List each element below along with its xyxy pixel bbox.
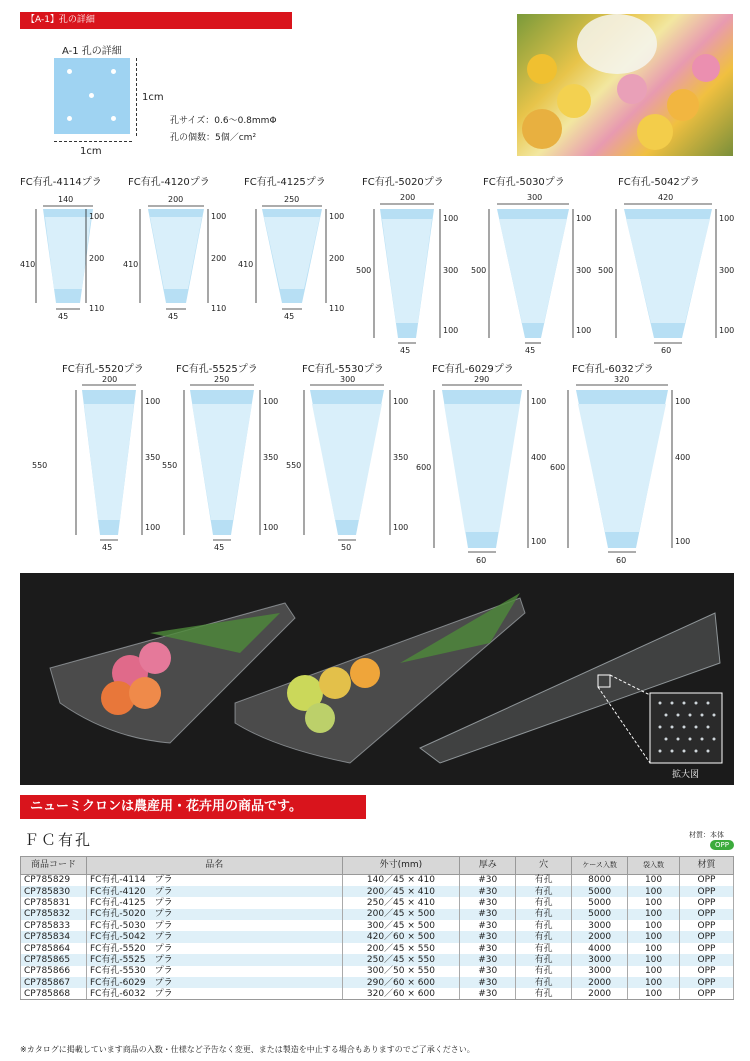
- cell-code: CP785832: [21, 909, 87, 920]
- cell-code: CP785829: [21, 875, 87, 886]
- hole-count-text: 孔の個数：5個／cm²: [170, 133, 257, 143]
- bag-seg-top: 100: [393, 397, 409, 406]
- hole-detail-title: A-1 孔の詳細: [62, 46, 122, 57]
- col-header-case-qty: ケース入数: [572, 857, 628, 875]
- cell-name: FC有孔-6029 プラ: [86, 977, 342, 988]
- bag-height: 410: [123, 260, 139, 269]
- cell-size: 420／60 × 500: [342, 931, 460, 942]
- bag-top-width: 300: [340, 375, 356, 384]
- cell-name: FC有孔-4125 プラ: [86, 897, 342, 908]
- bag-bottom-width: 60: [661, 346, 672, 355]
- cell-hole: 有孔: [516, 897, 572, 908]
- bag-name: FC有孔-5030プラ: [483, 177, 565, 188]
- bag-diagram-5042: [598, 173, 738, 358]
- cell-hole: 有孔: [516, 931, 572, 942]
- table-row: [21, 886, 734, 897]
- cell-case-qty: 4000: [572, 943, 628, 954]
- cell-hole: 有孔: [516, 875, 572, 886]
- flower-photo: [517, 14, 733, 156]
- bag-height: 600: [416, 463, 432, 472]
- section-header-bar: 【A-1】孔の詳細: [20, 12, 292, 29]
- cell-bag-qty: 100: [628, 931, 680, 942]
- bag-bottom-width: 45: [58, 312, 69, 321]
- cell-size: 300／50 × 550: [342, 966, 460, 977]
- bag-diagram-4120: [123, 173, 228, 333]
- hole-size-text: 孔サイズ：0.6〜0.8mmΦ: [170, 116, 277, 126]
- cell-size: 300／45 × 500: [342, 920, 460, 931]
- bag-height: 550: [286, 461, 302, 470]
- bag-height: 500: [598, 266, 614, 275]
- bag-diagram-4114: [20, 173, 120, 333]
- cell-material: OPP: [680, 977, 734, 988]
- cell-thickness: #30: [460, 886, 516, 897]
- bag-top-width: 200: [400, 193, 416, 202]
- bag-top-width: 290: [474, 375, 490, 384]
- cell-case-qty: 8000: [572, 875, 628, 886]
- bag-seg-middle: 300: [576, 266, 592, 275]
- bag-seg-top: 100: [443, 214, 459, 223]
- table-row: [21, 943, 734, 954]
- cell-name: FC有孔-5520 プラ: [86, 943, 342, 954]
- cell-material: OPP: [680, 954, 734, 965]
- bag-bottom-width: 45: [400, 346, 411, 355]
- table-row: [21, 966, 734, 977]
- cell-code: CP785830: [21, 886, 87, 897]
- cell-material: OPP: [680, 875, 734, 886]
- table-row: [21, 988, 734, 999]
- bag-seg-bottom: 100: [576, 326, 592, 335]
- cell-material: OPP: [680, 886, 734, 897]
- cell-code: CP785866: [21, 966, 87, 977]
- cell-bag-qty: 100: [628, 943, 680, 954]
- col-header-thickness: 厚み: [460, 857, 516, 875]
- bag-top-width: 200: [102, 375, 118, 384]
- cell-thickness: #30: [460, 920, 516, 931]
- material-badge: OPP: [710, 840, 734, 850]
- bag-bottom-width: 60: [616, 556, 627, 565]
- cell-thickness: #30: [460, 909, 516, 920]
- bag-name: FC有孔-5525プラ: [176, 364, 258, 375]
- bag-height: 550: [162, 461, 178, 470]
- bag-seg-bottom: 100: [719, 326, 735, 335]
- cell-thickness: #30: [460, 875, 516, 886]
- cell-hole: 有孔: [516, 966, 572, 977]
- cell-material: OPP: [680, 988, 734, 999]
- cell-thickness: #30: [460, 943, 516, 954]
- bag-top-width: 300: [527, 193, 543, 202]
- cell-size: 200／45 × 550: [342, 943, 460, 954]
- cell-size: 140／45 × 410: [342, 875, 460, 886]
- cell-material: OPP: [680, 897, 734, 908]
- bag-name: FC有孔-5042プラ: [618, 177, 700, 188]
- bag-seg-bottom: 110: [211, 304, 227, 313]
- table-row: [21, 875, 734, 886]
- usage-banner: ニューミクロンは農産用・花卉用の商品です。: [20, 795, 366, 819]
- cell-size: 200／45 × 500: [342, 909, 460, 920]
- bag-diagram-5525: [162, 360, 286, 560]
- bag-top-width: 250: [284, 195, 300, 204]
- bag-seg-bottom: 110: [329, 304, 345, 313]
- bag-diagram-6032: [550, 360, 702, 570]
- table-row: [21, 977, 734, 988]
- cell-hole: 有孔: [516, 909, 572, 920]
- cell-hole: 有孔: [516, 886, 572, 897]
- table-row: [21, 897, 734, 908]
- cell-material: OPP: [680, 909, 734, 920]
- bag-bottom-width: 50: [341, 543, 352, 552]
- cell-bag-qty: 100: [628, 988, 680, 999]
- bag-bottom-width: 45: [214, 543, 225, 552]
- cell-case-qty: 3000: [572, 966, 628, 977]
- bag-seg-top: 100: [145, 397, 161, 406]
- bag-name: FC有孔-5020プラ: [362, 177, 444, 188]
- bag-name: FC有孔-5530プラ: [302, 364, 384, 375]
- bag-height: 500: [356, 266, 372, 275]
- bag-seg-bottom: 100: [443, 326, 459, 335]
- bag-diagram-5520: [32, 360, 172, 560]
- bag-seg-top: 100: [329, 212, 345, 221]
- bag-seg-middle: 350: [145, 453, 161, 462]
- table-header-row: [21, 857, 734, 875]
- bag-bottom-width: 45: [102, 543, 113, 552]
- col-header-material: 材質: [680, 857, 734, 875]
- cell-name: FC有孔-5020 プラ: [86, 909, 342, 920]
- cell-bag-qty: 100: [628, 875, 680, 886]
- cell-name: FC有孔-5525 プラ: [86, 954, 342, 965]
- cell-material: OPP: [680, 931, 734, 942]
- bag-seg-middle: 300: [719, 266, 735, 275]
- hole-dot: [67, 116, 72, 121]
- bag-top-width: 320: [614, 375, 630, 384]
- bag-bottom-width: 60: [476, 556, 487, 565]
- bag-seg-middle: 200: [211, 254, 227, 263]
- hole-side-label: 1cm: [142, 92, 164, 103]
- cell-name: FC有孔-5042 プラ: [86, 931, 342, 942]
- cell-size: 200／45 × 410: [342, 886, 460, 897]
- cell-code: CP785864: [21, 943, 87, 954]
- bag-diagram-4125: [238, 173, 354, 333]
- table-row: [21, 954, 734, 965]
- material-note: 材質：本体: [689, 831, 724, 839]
- bag-top-width: 250: [214, 375, 230, 384]
- cell-bag-qty: 100: [628, 897, 680, 908]
- cell-name: FC有孔-4120 プラ: [86, 886, 342, 897]
- cell-bag-qty: 100: [628, 977, 680, 988]
- cell-code: CP785833: [21, 920, 87, 931]
- bag-seg-top: 100: [719, 214, 735, 223]
- bag-bottom-width: 45: [525, 346, 536, 355]
- bag-seg-bottom: 100: [531, 537, 547, 546]
- cell-case-qty: 2000: [572, 977, 628, 988]
- bag-name: FC有孔-5520プラ: [62, 364, 144, 375]
- cell-case-qty: 5000: [572, 909, 628, 920]
- cell-name: FC有孔-4114 プラ: [86, 875, 342, 886]
- cell-code: CP785868: [21, 988, 87, 999]
- bag-seg-top: 100: [576, 214, 592, 223]
- cell-case-qty: 5000: [572, 886, 628, 897]
- cell-thickness: #30: [460, 988, 516, 999]
- cell-hole: 有孔: [516, 943, 572, 954]
- bag-seg-bottom: 110: [89, 304, 105, 313]
- cell-name: FC有孔-5030 プラ: [86, 920, 342, 931]
- bag-seg-middle: 350: [393, 453, 409, 462]
- bag-top-width: 420: [658, 193, 674, 202]
- col-header-bag-qty: 袋入数: [628, 857, 680, 875]
- bag-height: 500: [471, 266, 487, 275]
- table-row: [21, 909, 734, 920]
- cell-bag-qty: 100: [628, 909, 680, 920]
- cell-code: CP785865: [21, 954, 87, 965]
- bag-seg-bottom: 100: [145, 523, 161, 532]
- footnote: ※カタログに掲載しています商品の入数・仕様など予告なく変更、または製造を中止する場合もありますのでご了承ください。: [20, 1045, 475, 1054]
- cell-case-qty: 3000: [572, 920, 628, 931]
- bag-name: FC有孔-4120プラ: [128, 177, 210, 188]
- bag-diagram-5530: [286, 360, 422, 560]
- bag-seg-top: 100: [675, 397, 691, 406]
- table-row: [21, 931, 734, 942]
- cell-size: 250／45 × 550: [342, 954, 460, 965]
- hole-detail-square: [54, 58, 130, 134]
- cell-code: CP785831: [21, 897, 87, 908]
- cell-bag-qty: 100: [628, 920, 680, 931]
- bag-seg-top: 100: [263, 397, 279, 406]
- cell-hole: 有孔: [516, 920, 572, 931]
- hole-dot: [67, 69, 72, 74]
- cell-thickness: #30: [460, 931, 516, 942]
- product-spec-table: [20, 856, 734, 1000]
- bag-seg-middle: 200: [329, 254, 345, 263]
- bag-diagram-5020: [356, 173, 472, 358]
- col-header-code: 商品コード: [21, 857, 87, 875]
- cell-thickness: #30: [460, 954, 516, 965]
- cell-hole: 有孔: [516, 954, 572, 965]
- bag-height: 550: [32, 461, 48, 470]
- bag-seg-top: 100: [89, 212, 105, 221]
- bag-top-width: 140: [58, 195, 74, 204]
- col-header-name: 品名: [86, 857, 342, 875]
- bag-seg-top: 100: [211, 212, 227, 221]
- cell-hole: 有孔: [516, 988, 572, 999]
- bag-seg-bottom: 100: [675, 537, 691, 546]
- bag-bottom-width: 45: [168, 312, 179, 321]
- bag-diagram-5030: [471, 173, 603, 358]
- cell-thickness: #30: [460, 966, 516, 977]
- cell-thickness: #30: [460, 977, 516, 988]
- bag-height: 410: [20, 260, 36, 269]
- col-header-size: 外寸(mm): [342, 857, 460, 875]
- hole-bottom-label: 1cm: [80, 146, 102, 157]
- bag-seg-top: 100: [531, 397, 547, 406]
- hole-width-dimension: [54, 141, 132, 142]
- bag-diagram-6029: [416, 360, 557, 570]
- bag-seg-middle: 350: [263, 453, 279, 462]
- bag-seg-middle: 300: [443, 266, 459, 275]
- cell-name: FC有孔-6032 プラ: [86, 988, 342, 999]
- bag-top-width: 200: [168, 195, 184, 204]
- cell-case-qty: 5000: [572, 897, 628, 908]
- cell-code: CP785834: [21, 931, 87, 942]
- col-header-hole: 穴: [516, 857, 572, 875]
- bag-seg-middle: 200: [89, 254, 105, 263]
- bag-seg-bottom: 100: [393, 523, 409, 532]
- hole-dot: [111, 116, 116, 121]
- bag-bottom-width: 45: [284, 312, 295, 321]
- cell-case-qty: 3000: [572, 954, 628, 965]
- hole-dot: [111, 69, 116, 74]
- hole-dot: [89, 93, 94, 98]
- bag-height: 410: [238, 260, 254, 269]
- bag-name: FC有孔-4125プラ: [244, 177, 326, 188]
- bag-name: FC有孔-4114プラ: [20, 177, 102, 188]
- cell-bag-qty: 100: [628, 966, 680, 977]
- zoom-label: 拡大図: [672, 770, 700, 780]
- product-title: ＦＣ有孔: [24, 831, 93, 849]
- bag-seg-middle: 400: [531, 453, 547, 462]
- cell-material: OPP: [680, 966, 734, 977]
- cell-hole: 有孔: [516, 977, 572, 988]
- cell-material: OPP: [680, 920, 734, 931]
- bag-height: 600: [550, 463, 566, 472]
- cell-size: 290／60 × 600: [342, 977, 460, 988]
- cell-size: 250／45 × 410: [342, 897, 460, 908]
- cell-case-qty: 2000: [572, 988, 628, 999]
- bag-name: FC有孔-6032プラ: [572, 364, 654, 375]
- cell-code: CP785867: [21, 977, 87, 988]
- table-row: [21, 920, 734, 931]
- cell-material: OPP: [680, 943, 734, 954]
- cell-name: FC有孔-5530 プラ: [86, 966, 342, 977]
- product-photo-panel: [20, 573, 734, 785]
- bag-seg-bottom: 100: [263, 523, 279, 532]
- cell-case-qty: 2000: [572, 931, 628, 942]
- cell-size: 320／60 × 600: [342, 988, 460, 999]
- cell-bag-qty: 100: [628, 954, 680, 965]
- bag-seg-middle: 400: [675, 453, 691, 462]
- hole-height-dimension: [136, 58, 137, 136]
- cell-thickness: #30: [460, 897, 516, 908]
- cell-bag-qty: 100: [628, 886, 680, 897]
- bag-name: FC有孔-6029プラ: [432, 364, 514, 375]
